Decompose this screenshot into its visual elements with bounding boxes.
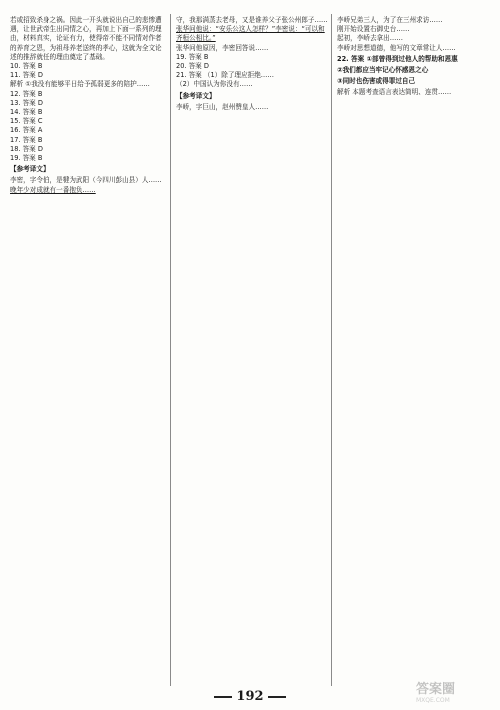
answer-line: 11. 答案 D xyxy=(10,71,43,80)
translation-paragraph: 李峤，字巨山，赵州赞皇人…… xyxy=(176,102,269,111)
watermark-title: 答案圈 xyxy=(416,682,456,697)
paragraph: 李峤兄弟三人，为了在三州求访…… xyxy=(337,16,443,24)
watermark-logo xyxy=(416,678,494,704)
paragraph: 李峤对思想道德，他写的文章常让人…… xyxy=(337,43,456,52)
answer-line: ③同时也伤害或得罪过自己 xyxy=(337,77,416,86)
paragraph: 刚开始设置右御史台…… xyxy=(337,25,410,34)
answer-line: 22. 答案 ①部曾得到过他人的帮助和恩惠 xyxy=(337,54,458,63)
column-divider xyxy=(170,14,171,686)
column-left xyxy=(10,16,162,692)
answer-line: 10. 答案 B xyxy=(10,62,43,71)
answer-line: ②我们都应当牢记心怀感恩之心 xyxy=(337,66,429,75)
paragraph: 起初，李峤去拿出…… xyxy=(337,34,403,43)
answer-line: 20. 答案 D xyxy=(176,62,209,71)
paragraph: 守，我那满蒸去老母，又是谁养父子张公州郎子…… xyxy=(176,16,328,24)
answer-line: 12. 答案 B xyxy=(10,89,43,98)
watermark-url: MXQE.COM xyxy=(416,697,450,704)
answer-line: 14. 答案 B xyxy=(10,108,43,117)
translation-paragraph: 晚年少对成就有一番抱负…… xyxy=(10,185,96,194)
section-heading: 【参考译文】 xyxy=(10,165,50,174)
dash-right xyxy=(268,696,286,698)
answer-line: 13. 答案 D xyxy=(10,98,43,107)
answer-line: 17. 答案 B xyxy=(10,135,43,144)
dash-left xyxy=(214,696,232,698)
answer-line: 18. 答案 D xyxy=(10,144,43,153)
paragraph: 若或招致杀身之祸。因此一开头就说出自己的悲惨遭遇，让世武帝生出同情之心，再加上下面一系列的理由，材料真实，论证有力，使得帝不能不同情对作者的养育之恩，为祖母养老送终的孝心，这就为全文论述的推辞就任的理由奠定了基础。 xyxy=(10,16,162,61)
paragraph: 张华问他原因，李密回答说…… xyxy=(176,43,269,52)
section-heading: 【参考译文】 xyxy=(176,91,216,100)
answer-line: （2）中国认为你没有…… xyxy=(176,80,253,89)
explanation: 解析 ①我没有能够平日给予孤弱更多的陪护…… xyxy=(10,80,150,89)
answer-line: 15. 答案 C xyxy=(10,117,43,126)
paragraph: 张华问他说：“安乐公这人怎样？”李密说：“可以和齐桓公相比。” xyxy=(176,25,325,43)
column-right xyxy=(337,16,489,692)
column-divider xyxy=(331,14,332,686)
explanation: 解析 本题考查语言表达简明、连贯…… xyxy=(337,88,452,97)
answer-line: 16. 答案 A xyxy=(10,126,43,135)
column-middle xyxy=(176,16,328,692)
page-number-text: 192 xyxy=(236,689,264,704)
answer-line: 21. 答案 （1）除了理应拒绝…… xyxy=(176,71,274,80)
translation-paragraph: 李密，字令伯，是犍为武阳（今四川彭山县）人…… xyxy=(10,176,162,185)
answer-line: 19. 答案 B xyxy=(176,52,209,61)
answer-line: 19. 答案 B xyxy=(10,154,43,163)
